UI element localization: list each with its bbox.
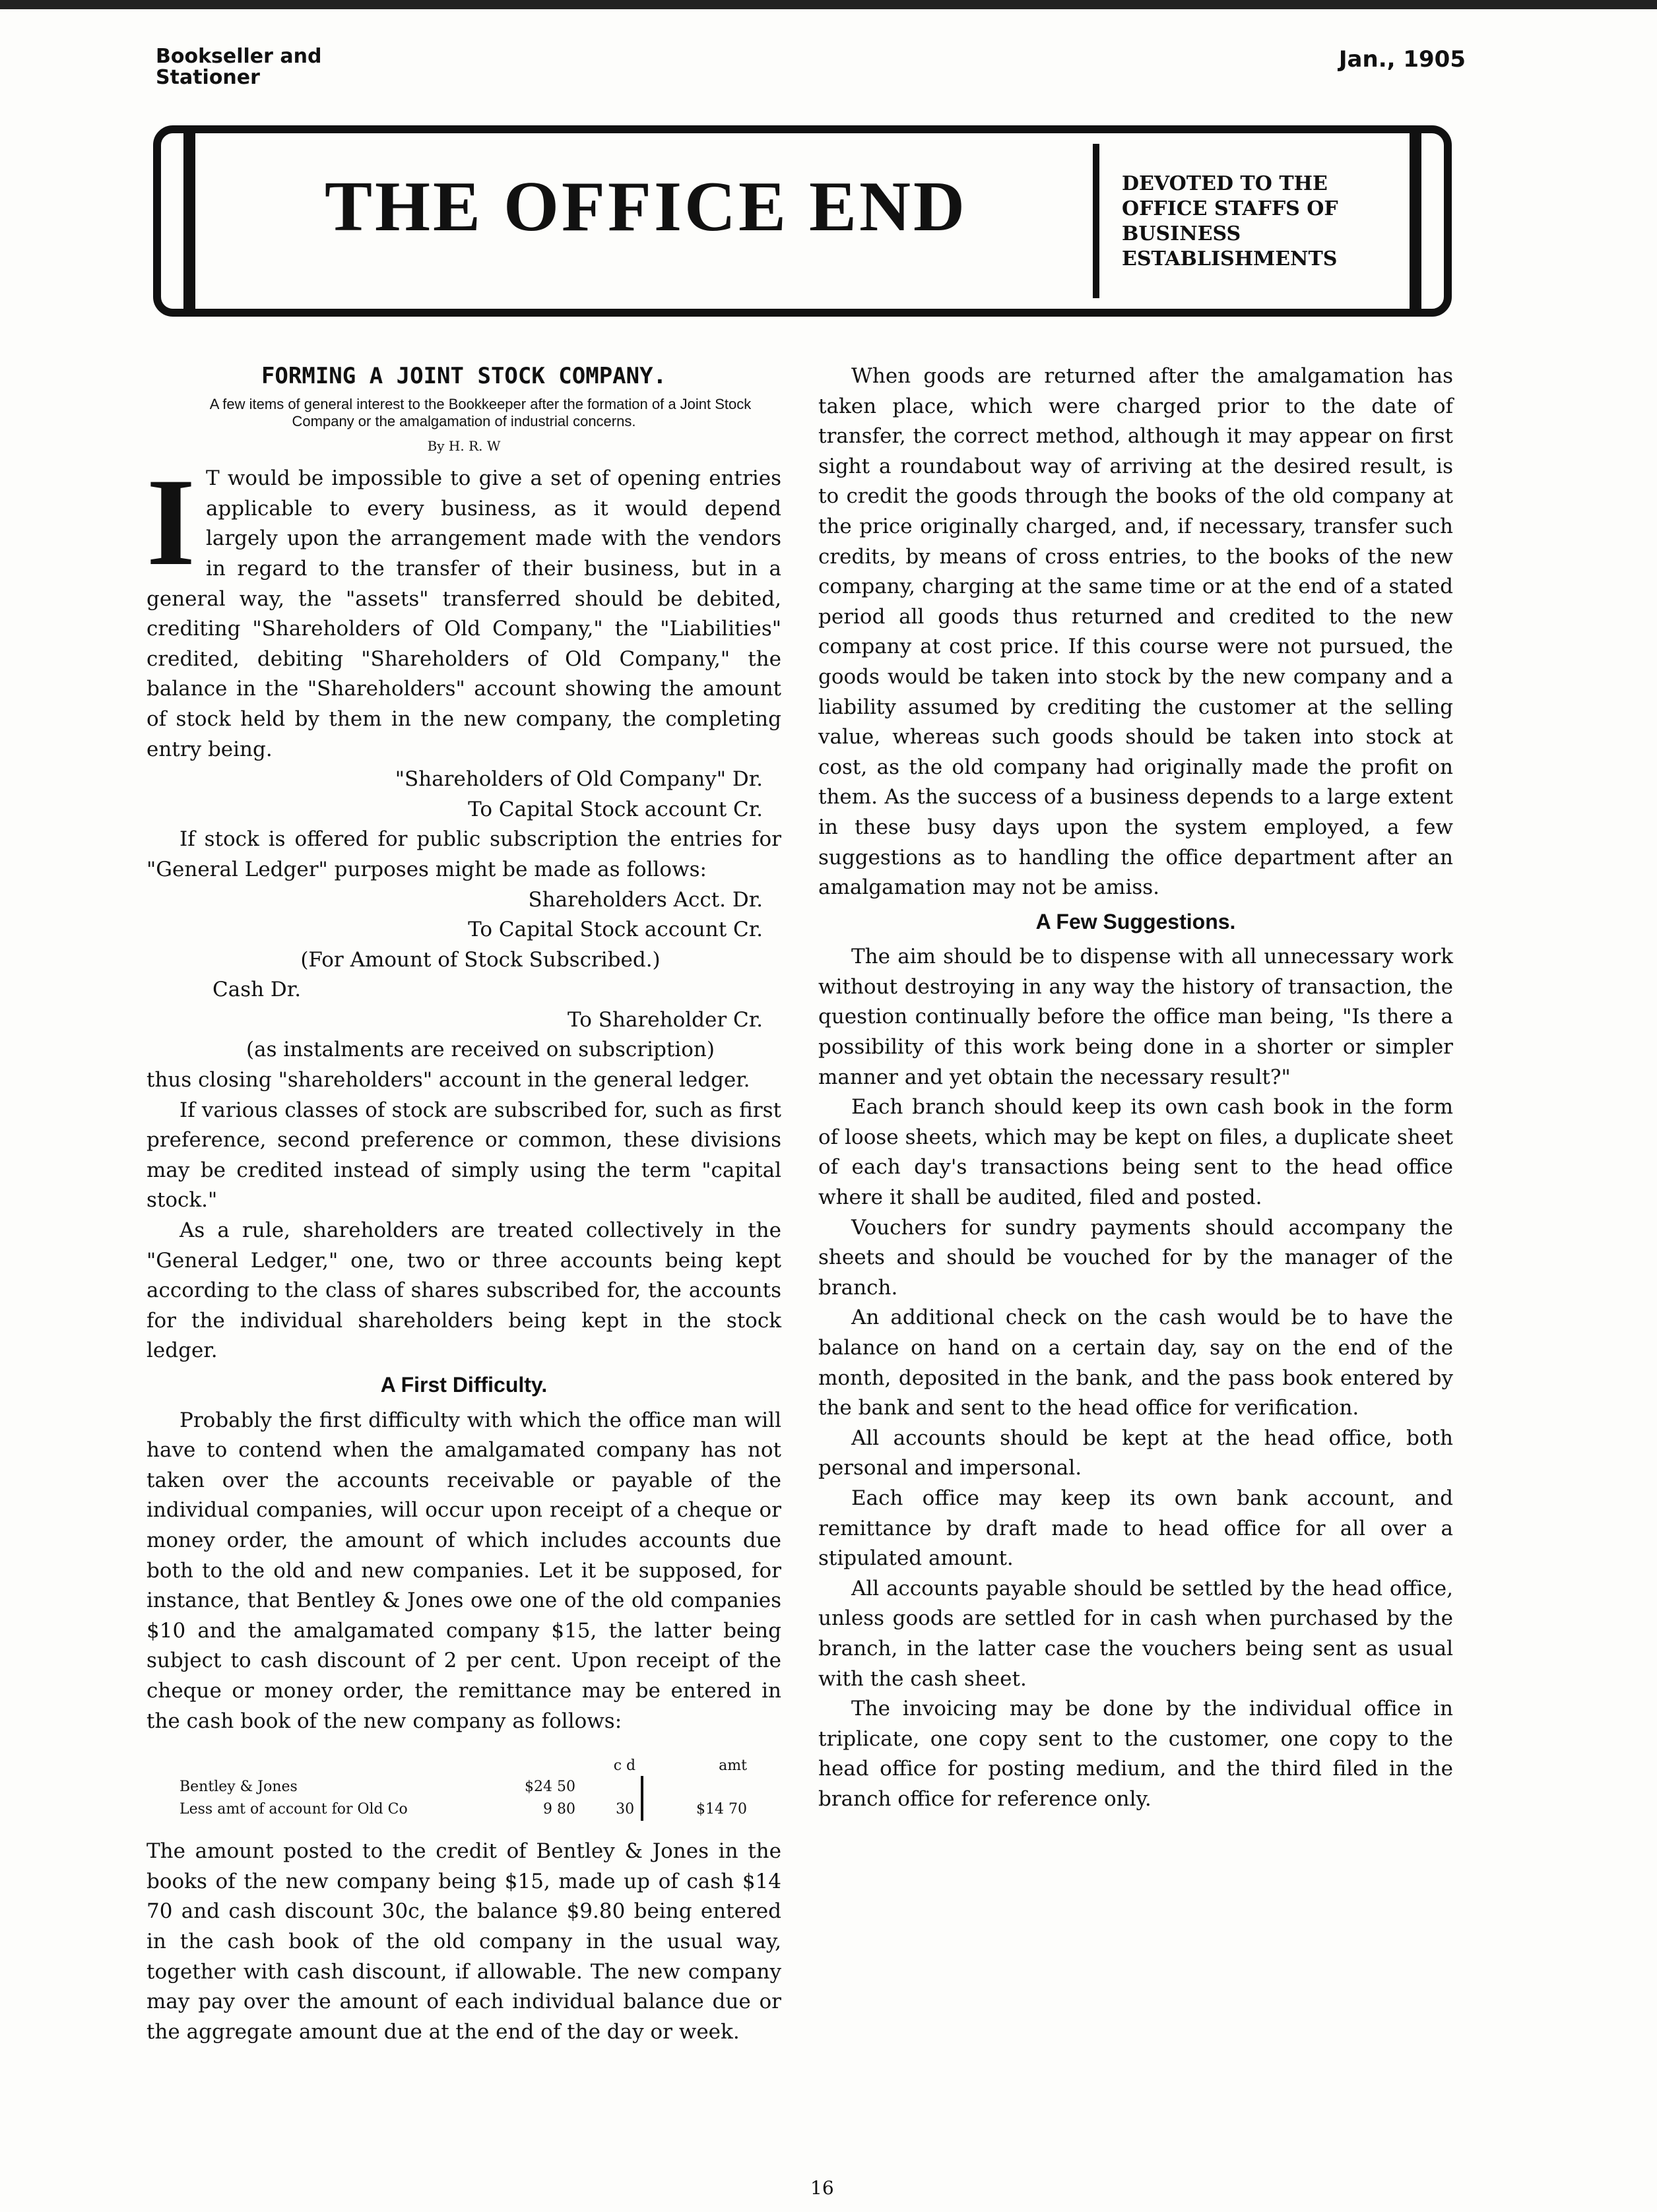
paragraph: If various classes of stock are subscribed for, such as first preference, second preference or common, these divisions may be credited instead of simply using the term "capital stock." (146, 1098, 781, 1213)
row-cd (582, 1776, 642, 1798)
paragraph: As a rule, shareholders are treated collectively in the "General Ledger," one, two or three accounts being kept according to the class of shares subscribed for, the accounts for the individual shareholders being kept in the stock ledger. (146, 1218, 781, 1363)
journal-entry-line: To Shareholder Cr. (567, 1007, 763, 1032)
drop-cap: I (146, 453, 195, 592)
journal-entry-line: To Capital Stock account Cr. (468, 797, 763, 821)
column-header-cd: c d (613, 1757, 636, 1775)
scan-top-border (0, 0, 1657, 9)
journal-entry-line: "Shareholders of Old Company" Dr. (395, 767, 763, 792)
paragraph: The aim should be to dispense with all unnecessary work without destroying in any way the history of transaction, the question continually before the office man being, "Is there a possibility of this work being done in a shorter or simpler manner and yet obtain the necessary result?" (818, 945, 1453, 1089)
banner-divider (1093, 144, 1099, 298)
paragraph: The amount posted to the credit of Bentley & Jones in the books of the new company being $15, made up of cash $14 70 and cash discount 30c, the balance $9.80 being entered in the cash book of the old company in the usual way, together with cash discount, if allowable. The new company may pay over the amount of each individual balance due or the aggregate amount due at the end of the day or week. (146, 1839, 781, 2044)
journal-entry-line: Cash Dr. (212, 978, 302, 1002)
paragraph: Each office may keep its own bank account, and remittance by draft made to head office for all over a stipulated amount. (818, 1486, 1453, 1571)
column-header-amt: amt (719, 1757, 747, 1775)
journal-entry-line: Shareholders Acct. Dr. (528, 887, 763, 912)
journal-entry-line: (as instalments are received on subscription) (246, 1038, 715, 1062)
subheading-first-difficulty: A First Difficulty. (380, 1373, 548, 1397)
table-row (173, 1798, 754, 1821)
right-column (818, 362, 1453, 1815)
running-head-date: Jan., 1905 (1338, 46, 1466, 73)
journal-entry-line: To Capital Stock account Cr. (468, 918, 763, 942)
article-subtitle: A few items of general interest to the Bookkeeper after the formation of a Joint Stock Company or the amalgamation of industrial concerns. (209, 395, 752, 429)
paragraph: The invoicing may be done by the individual office in triplicate, one copy sent to the customer, one copy to the head office for posting medium, and the third filed in the branch office for reference only. (818, 1697, 1453, 1811)
row-label: Less amt of account for Old Co (179, 1801, 408, 1818)
page-number: 16 (810, 2177, 834, 2199)
row-amt (642, 1776, 754, 1798)
article-title: FORMING A JOINT STOCK COMPANY. (261, 363, 667, 389)
paragraph: All accounts should be kept at the head office, both personal and impersonal. (818, 1426, 1453, 1480)
row-amt: $14 70 (642, 1798, 754, 1821)
banner-right-bar (1410, 133, 1421, 309)
table-row (173, 1776, 754, 1798)
row-amount: $24 50 (525, 1779, 575, 1796)
section-tagline: DEVOTED TO THE OFFICE STAFFS OF BUSINESS ESTABLISHMENTS (1122, 172, 1338, 270)
table-header-row (173, 1756, 754, 1776)
paragraph: If stock is offered for public subscription the entries for "General Ledger" purposes might be made as follows: (146, 827, 781, 881)
cash-book-table (173, 1756, 754, 1821)
journal-entry-line: (For Amount of Stock Subscribed.) (300, 947, 661, 972)
row-amount: 9 80 (543, 1801, 575, 1818)
paragraph: Vouchers for sundry payments should accompany the sheets and should be vouched for by the manager of the branch. (818, 1215, 1453, 1300)
article-byline: By H. R. W (427, 437, 501, 454)
section-title: THE OFFICE END (324, 168, 968, 246)
paragraph: Each branch should keep its own cash book in the form of loose sheets, which may be kept on files, a duplicate sheet of each day's transactions being sent to the head office where it shall be audited, filed and posted. (818, 1095, 1453, 1210)
paragraph: T would be impossible to give a set of opening entries applicable to every business, as it would depend largely upon the arrangement made with the vendors in regard to the transfer of their business, but in a general way, the "assets" transferred should be debited, crediting "Shareholders of Old Company," the "Liabilities" credited, debiting "Shareholders of Old Company," the balance in the "Shareholders" account showing the amount of stock held by them in the new company, the completing entry being. (146, 466, 781, 761)
subheading-few-suggestions: A Few Suggestions. (1035, 909, 1236, 933)
paragraph: When goods are returned after the amalgamation has taken place, which were charged prior to the date of transfer, the correct method, although it may appear on first sight a roundabout way of arriving at the desired result, is to credit the goods through the books of the old company at the price originally charged, and, if necessary, transfer such credits, by means of cross entries, to the books of the new company, charging at the same time or at the end of a stated period all goods thus returned and credited to the new company at cost price. If this course were not pursued, the goods would be taken into stock by the new company and a liability assumed by crediting the customer at the selling value, whereas such goods should be taken into stock at cost, as the old company had originally made the profit on them. As the success of a business depends to a large extent in these busy days upon the system employed, a few suggestions as to handling the office department after an amalgamation may not be amiss. (818, 364, 1453, 900)
section-banner (153, 125, 1452, 317)
left-column (146, 362, 781, 2047)
banner-left-bar (183, 133, 195, 309)
paragraph: An additional check on the cash would be to have the balance on hand on a certain day, say on the end of the month, deposited in the bank, and the pass book entered by the bank and sent to the head office for verification. (818, 1306, 1453, 1420)
row-label: Bentley & Jones (179, 1779, 298, 1796)
running-head-publication: Bookseller and Stationer (156, 45, 322, 89)
paragraph: Probably the first difficulty with which the office man will have to contend when the amalgamated company has not taken over the accounts receivable or payable of the individual companies, will occur upon receipt of a cheque or money order, the amount of which includes accounts due both to the old and new companies. Let it be supposed, for instance, that Bentley & Jones owe one of the old companies $10 and the amalgamated company $15, the latter being subject to cash discount of 2 per cent. Upon receipt of the cheque or money order, the remittance may be entered in the cash book of the new company as follows: (146, 1408, 781, 1733)
paragraph: thus closing "shareholders" account in the general ledger. (146, 1068, 750, 1092)
paragraph: All accounts payable should be settled by the head office, unless goods are settled for in cash when purchased by the branch, in the latter case the vouchers being sent as usual with the cash sheet. (818, 1576, 1453, 1691)
row-cd: 30 (616, 1801, 635, 1818)
